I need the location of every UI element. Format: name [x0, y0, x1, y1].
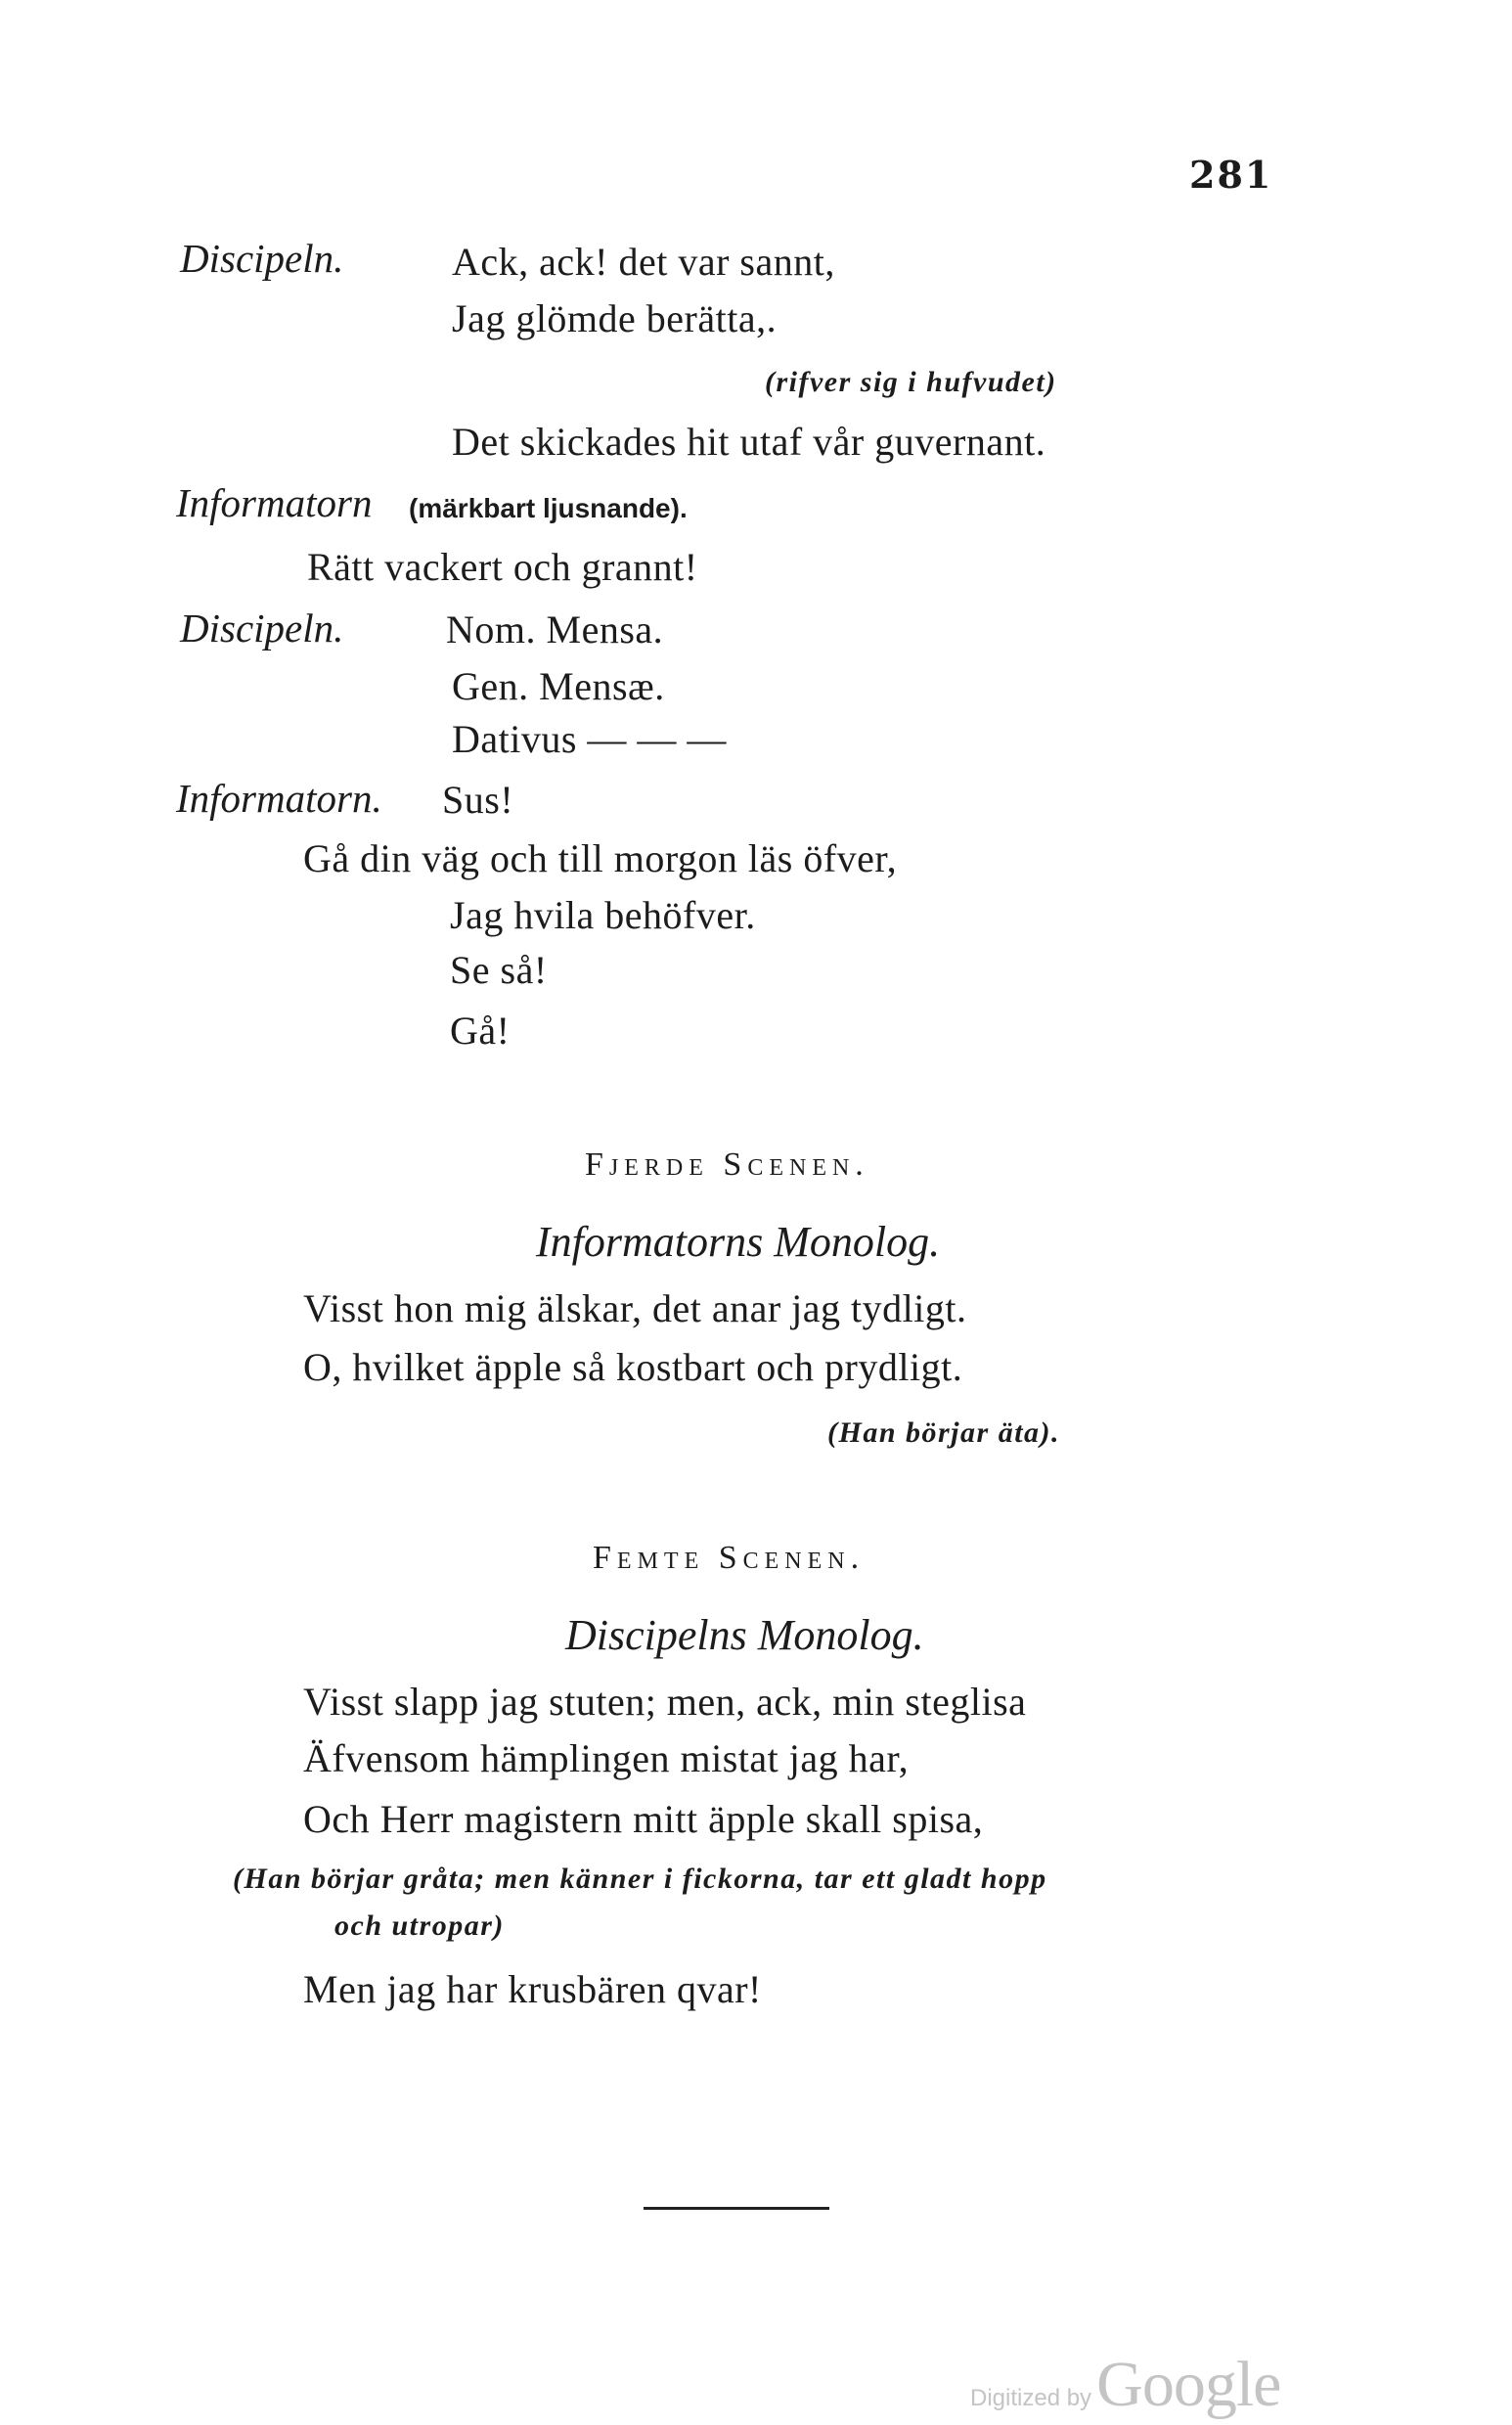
end-rule: [644, 2207, 829, 2210]
verse-line: Sus!: [442, 778, 514, 822]
verse-line: Visst hon mig älskar, det anar jag tydligt.: [303, 1286, 967, 1330]
verse-line: Det skickades hit utaf vår guvernant.: [452, 420, 1046, 464]
page-number: 281: [1189, 153, 1273, 197]
stage-direction: (rifver sig i hufvudet): [765, 366, 1057, 398]
verse-line: Gen. Mensæ.: [452, 664, 665, 708]
verse-line: Rätt vackert och grannt!: [307, 545, 698, 589]
scene-heading: Femte Scenen.: [593, 1540, 866, 1576]
scene-subheading: Discipelns Monolog.: [565, 1611, 924, 1659]
google-watermark: [970, 2348, 1280, 2422]
verse-line: Se så!: [450, 948, 548, 992]
stage-direction: (Han börjar gråta; men känner i fickorna, tar ett gladt hopp: [233, 1863, 1047, 1895]
verse-line: Gå!: [450, 1009, 511, 1053]
scene-subheading: Informatorns Monolog.: [536, 1218, 941, 1266]
stage-direction: (Han börjar äta).: [827, 1416, 1061, 1449]
speaker-label: Informatorn: [176, 480, 373, 525]
verse-line: Jag hvila behöfver.: [450, 893, 756, 937]
stage-direction: (märkbart ljusnande).: [409, 493, 688, 523]
verse-line: Nom. Mensa.: [446, 607, 664, 651]
verse-line: Dativus — — —: [452, 717, 727, 761]
verse-line: Men jag har krusbären qvar!: [303, 1967, 762, 2011]
speaker-label: Discipeln.: [180, 606, 344, 651]
scene-heading: Fjerde Scenen.: [585, 1146, 869, 1183]
verse-line: Visst slapp jag stuten; men, ack, min steglisa: [303, 1680, 1027, 1724]
google-logo: Google: [1096, 2349, 1281, 2420]
verse-line: O, hvilket äpple så kostbart och prydligt.: [303, 1345, 963, 1389]
verse-line: Och Herr magistern mitt äpple skall spisa,: [303, 1797, 984, 1841]
verse-line: Ack, ack! det var sannt,: [452, 240, 835, 284]
speaker-label: Discipeln.: [180, 236, 344, 281]
speaker-label: Informatorn.: [176, 776, 382, 821]
verse-line: Gå din väg och till morgon läs öfver,: [303, 836, 898, 880]
verse-line: Äfvensom hämplingen mistat jag har,: [303, 1736, 910, 1780]
verse-line: Jag glömde berätta,.: [452, 296, 778, 340]
stage-direction: och utropar): [334, 1909, 505, 1942]
watermark-caption: Digitized by: [970, 2385, 1092, 2411]
